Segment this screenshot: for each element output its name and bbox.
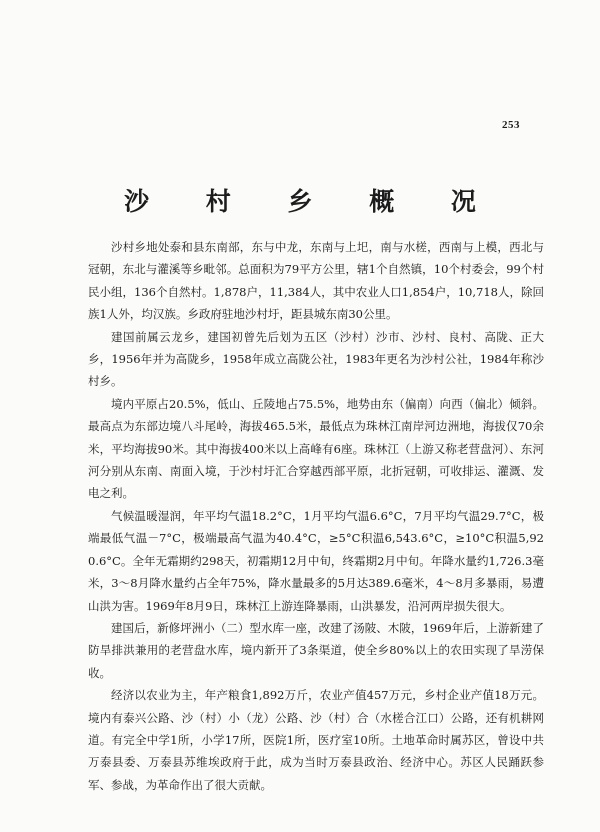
paragraph-climate: 气候温暖湿润，年平均气温18.2°C，1月平均气温6.6°C，7月平均气温29.7°C，极端最低气温－7°C，极端最高气温为40.4°C，≥5°C积温6,543.6°C，≥10°C积温5,920.6°C。全年无霜期约298天，初霜期12月中旬，终霜期2月中旬。年降水量约1,726.3毫米，3～8月降水量约占全年75%，降水量最多的5月达389.6毫米，4～8月多暴雨，易遭山洪为害。1969年8月9日，珠林江上游连降暴雨，山洪暴发，沿河两岸损失很大。: [88, 508, 544, 613]
page-number: 253: [502, 119, 520, 131]
paragraph-economy: 经济以农业为主，年产粮食1,892万斤，农业产值457万元，乡村企业产值18万元。境内有泰兴公路、沙（村）小（龙）公路、沙（村）合（水槎合江口）公路，还有机耕网道。有完全中学1所，小学17所，医院1所，医疗室10所。土地革命时属苏区，曾设中共万泰县委、万泰县苏维埃政府于此，成为当时万泰县政治、经济中心。苏区人民踊跃参军、参战，为革命作出了很大贡献。: [88, 688, 544, 792]
paragraph-terrain: 境内平原占20.5%，低山、丘陵地占75.5%，地势由东（偏南）向西（偏北）倾斜。最高点为东部边境八斗尾岭，海拔465.5米，最低点为珠林江南岸河边洲地，海拔仅70余米，平均海拔90米。其中海拔400米以上高峰有6座。珠林江（上游又称老营盘河）、东河河分别从东南、南面入境，于沙村圩汇合穿越西部平原，北折冠朝，可收排运、灌溉、发电之利。: [88, 396, 544, 501]
paragraph-history: 建国前属云龙乡，建国初曾先后划为五区（沙村）沙市、沙村、良村、高陇、正大乡，1956年并为高陇乡，1958年成立高陇公社，1983年更名为沙村公社，1984年称沙村乡。: [88, 329, 544, 389]
page-title: 沙 村 乡 概 况: [124, 187, 500, 216]
paragraph-water-works: 建国后，新修坪洲小（二）型水库一座，改建了汤陂、木陂，1969年后，上游新建了防旱排洪兼用的老营盘水库，境内新开了3条渠道，使全乡80%以上的农田实现了旱涝保收。: [88, 620, 544, 680]
article-body: [88, 236, 544, 796]
paragraph-location: 沙村乡地处泰和县东南部，东与中龙，东南与上圯，南与水槎，西南与上模，西北与冠朝，东北与灌溪等乡毗邻。总面积为79平方公里，辖1个自然镇，10个村委会，99个村民小组，136个自然村。1,878户，11,384人，其中农业人口1,854户，10,718人，除回族1人外，均汉族。乡政府驻地沙村圩，距县城东南30公里。: [88, 240, 544, 322]
